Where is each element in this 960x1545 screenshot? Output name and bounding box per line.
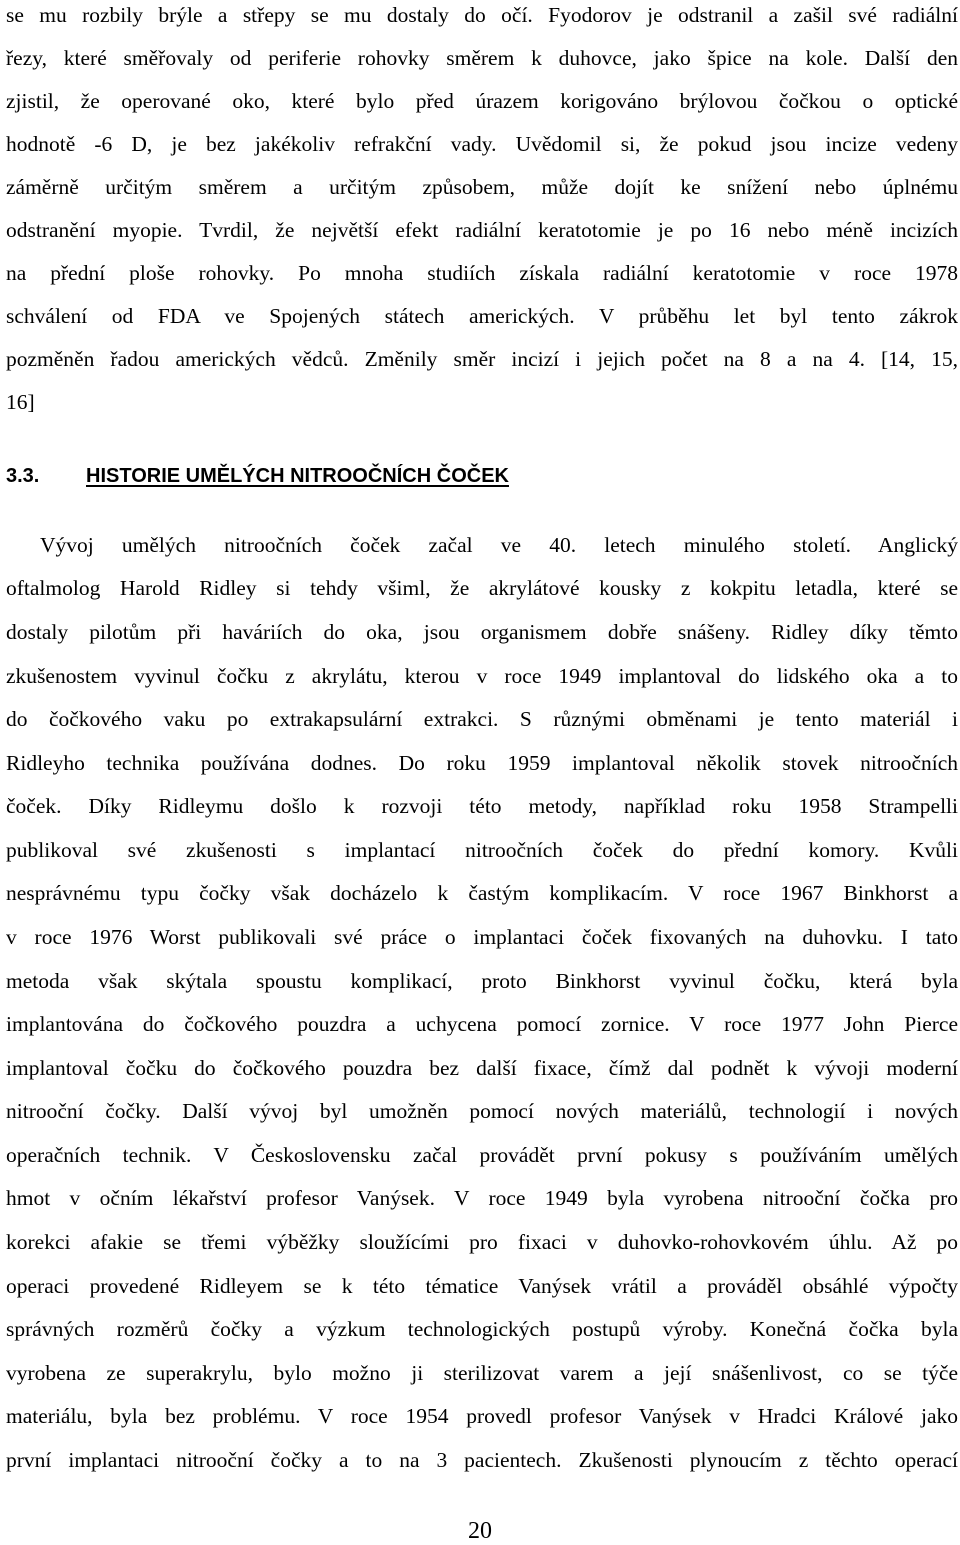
text-line: hodnotě -6 D, je bez jakékoliv refrakční vady. Uvědomil si, že pokud jsou incize vedeny — [6, 132, 958, 156]
text-line: vyrobena ze superakrylu, bylo možno ji sterilizovat varem a její snášenlivost, co se týče — [6, 1361, 958, 1385]
section-heading — [6, 462, 509, 490]
text-line: záměrně určitým směrem a určitým způsobem, může dojít ke snížení nebo úplnému — [6, 175, 958, 199]
text-line: nesprávnému typu čočky však docházelo k častým komplikacím. V roce 1967 Binkhorst a — [6, 881, 958, 905]
text-line: do čočkového vaku po extrakapsulární extrakci. S různými obměnami je tento materiál i — [6, 707, 958, 731]
text-line: 16] — [6, 390, 35, 414]
text-line: se mu rozbily brýle a střepy se mu dostaly do očí. Fyodorov je odstranil a zašil své radiální — [6, 3, 958, 27]
text-line: metoda však skýtala spoustu komplikací, proto Binkhorst vyvinul čočku, která byla — [6, 969, 958, 993]
text-line: operačních technik. V Československu začal provádět první pokusy s používáním umělých — [6, 1143, 958, 1167]
text-line: správných rozměrů čočky a výzkum technologických postupů výroby. Konečná čočka byla — [6, 1317, 958, 1341]
text-line: první implantaci nitrooční čočky a to na 3 pacientech. Zkušenosti plynoucím z těchto operací — [6, 1448, 958, 1472]
text-line: schválení od FDA ve Spojených státech amerických. V průběhu let byl tento zákrok — [6, 304, 958, 328]
text-line: publikoval své zkušenosti s implantací nitroočních čoček do přední komory. Kvůli — [6, 838, 958, 862]
text-line: zkušenostem vyvinul čočku z akrylátu, kterou v roce 1949 implantoval do lidského oka a to — [6, 664, 958, 688]
text-line: operaci provedené Ridleyem se k této tématice Vanýsek vrátil a prováděl obsáhlé výpočty — [6, 1274, 958, 1298]
text-line: v roce 1976 Worst publikovali své práce o implantaci čoček fixovaných na duhovku. I tato — [6, 925, 958, 949]
text-line: implantována do čočkového pouzdra a uchycena pomocí zornice. V roce 1977 John Pierce — [6, 1012, 958, 1036]
text-line: dostaly pilotům při haváriích do oka, jsou organismem dobře snášeny. Ridley díky těmto — [6, 620, 958, 644]
text-line: Vývoj umělých nitroočních čoček začal ve 40. letech minulého století. Anglický — [40, 533, 958, 557]
text-line: korekci afakie se třemi výběžky sloužícími pro fixaci v duhovko-rohovkovém úhlu. Až po — [6, 1230, 958, 1254]
text-line: řezy, které směřovaly od periferie rohovky směrem k duhovce, jako špice na kole. Další den — [6, 46, 958, 70]
text-line: zjistil, že operované oko, které bylo před úrazem korigováno brýlovou čočkou o optické — [6, 89, 958, 113]
page-number: 20 — [468, 1518, 492, 1544]
section-number: 3.3. — [6, 465, 40, 487]
text-line: na přední ploše rohovky. Po mnoha studiích získala radiální keratotomie v roce 1978 — [6, 261, 958, 285]
text-line: oftalmolog Harold Ridley si tehdy všiml, že akrylátové kousky z kokpitu letadla, které se — [6, 576, 958, 600]
text-line: Ridleyho technika používána dodnes. Do roku 1959 implantoval několik stovek nitroočních — [6, 751, 958, 775]
text-line: implantoval čočku do čočkového pouzdra bez další fixace, čímž dal podnět k vývoji moderní — [6, 1056, 958, 1080]
text-line: čoček. Díky Ridleymu došlo k rozvoji této metody, například roku 1958 Strampelli — [6, 794, 958, 818]
text-line: odstranění myopie. Tvrdil, že největší efekt radiální keratotomie je po 16 nebo méně incizích — [6, 218, 958, 242]
section-title: HISTORIE UMĚLÝCH NITROOČNÍCH ČOČEK — [86, 465, 509, 487]
text-line: nitrooční čočky. Další vývoj byl umožněn pomocí nových materiálů, technologií i nových — [6, 1099, 958, 1123]
text-line: materiálu, byla bez problému. V roce 1954 provedl profesor Vanýsek v Hradci Králové jako — [6, 1404, 958, 1428]
text-line: hmot v očním lékařství profesor Vanýsek. V roce 1949 byla vyrobena nitrooční čočka pro — [6, 1186, 958, 1210]
text-line: pozměněn řadou amerických vědců. Změnily směr incizí i jejich počet na 8 a na 4. [14, 15, — [6, 347, 958, 371]
